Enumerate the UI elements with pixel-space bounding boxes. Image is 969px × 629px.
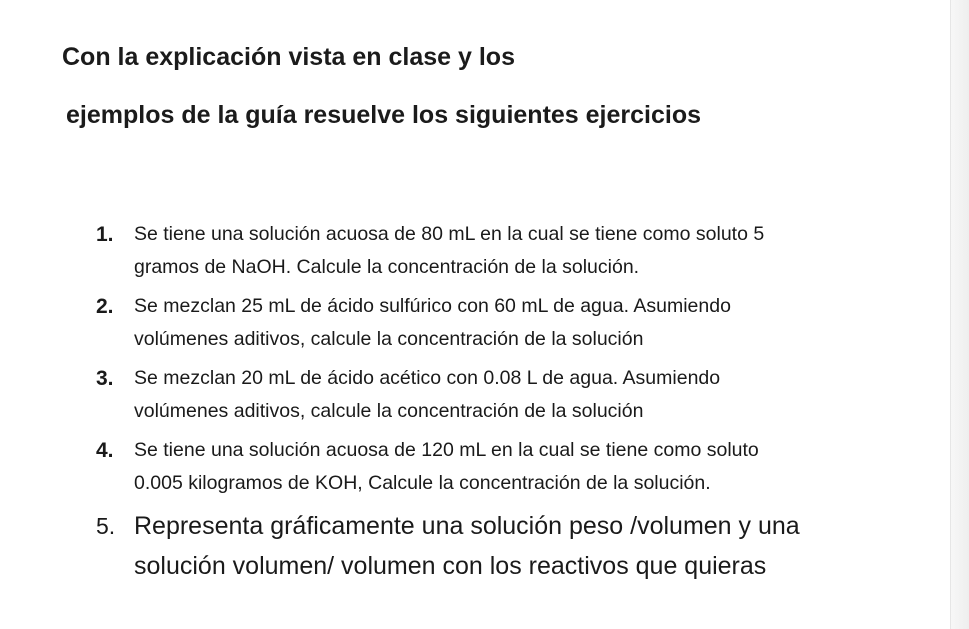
exercise-text-line: solución volumen/ volumen con los reactivos que quieras bbox=[134, 552, 767, 580]
exercise-item-4 bbox=[96, 434, 956, 500]
exercise-text bbox=[134, 218, 764, 284]
exercise-number: 3. bbox=[96, 367, 114, 390]
exercise-number: 5. bbox=[96, 513, 116, 539]
heading-line-1: Con la explicación vista en clase y los bbox=[62, 43, 515, 71]
exercise-text-line: Se mezclan 25 mL de ácido sulfúrico con 60 mL de agua. Asumiendo bbox=[134, 295, 731, 317]
exercise-item-5 bbox=[96, 506, 956, 586]
exercise-text bbox=[134, 362, 720, 428]
exercise-text-line: volúmenes aditivos, calcule la concentración de la solución bbox=[134, 400, 644, 422]
exercise-list bbox=[96, 218, 956, 592]
exercise-text bbox=[134, 506, 800, 586]
exercise-text bbox=[134, 290, 731, 356]
exercise-text-line: volúmenes aditivos, calcule la concentración de la solución bbox=[134, 328, 644, 350]
exercise-text-line: gramos de NaOH. Calcule la concentración de la solución. bbox=[134, 256, 640, 278]
exercise-text-line: Se tiene una solución acuosa de 80 mL en la cual se tiene como soluto 5 bbox=[134, 223, 765, 245]
exercise-text-line: Representa gráficamente una solución peso /volumen y una bbox=[134, 512, 800, 540]
heading-line-2: ejemplos de la guía resuelve los siguientes ejercicios bbox=[66, 101, 701, 129]
exercise-text bbox=[134, 434, 759, 500]
exercise-item-1 bbox=[96, 218, 956, 284]
exercise-item-3 bbox=[96, 362, 956, 428]
exercise-item-2 bbox=[96, 290, 956, 356]
exercise-text-line: Se tiene una solución acuosa de 120 mL en la cual se tiene como soluto bbox=[134, 439, 759, 461]
exercise-number: 4. bbox=[96, 439, 114, 462]
exercise-text-line: 0.005 kilogramos de KOH, Calcule la concentración de la solución. bbox=[134, 472, 711, 494]
exercise-number: 1. bbox=[96, 223, 114, 246]
exercise-number: 2. bbox=[96, 295, 114, 318]
exercise-text-line: Se mezclan 20 mL de ácido acético con 0.08 L de agua. Asumiendo bbox=[134, 367, 721, 389]
